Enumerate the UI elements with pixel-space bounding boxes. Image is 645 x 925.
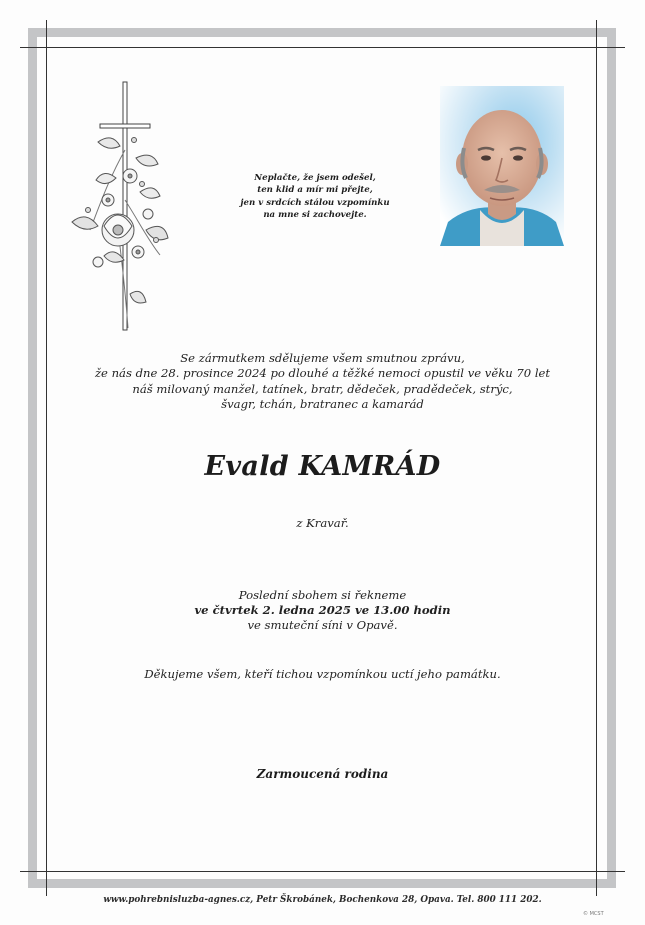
- announcement-line: náš milovaný manžel, tatínek, bratr, dědeček, pradědeček, strýc,: [132, 381, 513, 396]
- deceased-origin: z Kravař.: [296, 516, 349, 530]
- funeral-details: [60, 588, 585, 634]
- thanks-line: Děkujeme všem, kteří tichou vzpomínkou uctí jeho památku.: [144, 667, 501, 681]
- frame-line-left: [46, 20, 47, 896]
- poem-line: na mne si zachovejte.: [263, 210, 367, 221]
- funeral-service-footer: www.pohrebnisluzba-agnes.cz, Petr Škrobánek, Bochenkova 28, Opava. Tel. 800 111 202.: [103, 895, 542, 905]
- frame-line-right: [596, 20, 597, 896]
- poem-line: Neplačte, že jsem odešel,: [254, 173, 376, 183]
- deceased-name: Evald KAMRÁD: [204, 451, 441, 482]
- poem-line: jen v srdcích stálou vzpomínku: [240, 197, 390, 208]
- frame-band-right: [607, 28, 616, 888]
- memorial-poem: [215, 172, 415, 222]
- announcement-line: Se zármutkem sdělujeme všem smutnou zprávu,: [180, 351, 465, 365]
- cross-with-flowers-icon: [68, 80, 172, 336]
- frame-band-left: [28, 28, 37, 888]
- frame-band-top: [28, 28, 616, 37]
- copyright-mark: © MCST: [583, 911, 604, 917]
- family-signature: Zarmoucená rodina: [256, 767, 389, 781]
- frame-band-bottom: [28, 879, 616, 888]
- portrait-photo: [440, 86, 564, 246]
- frame-line-bottom: [20, 871, 625, 872]
- poem-line: ten klid a mír mi přejte,: [257, 185, 373, 196]
- announcement-line: že nás dne 28. prosince 2024 po dlouhé a těžké nemoci opustil ve věku 70 let: [94, 366, 551, 381]
- death-announcement: [60, 351, 585, 413]
- funeral-place: ve smuteční síni v Opavě.: [247, 618, 398, 633]
- announcement-line: švagr, tchán, bratranec a kamarád: [221, 397, 424, 412]
- frame-line-top: [20, 47, 625, 48]
- funeral-date-time: ve čtvrtek 2. ledna 2025 ve 13.00 hodin: [194, 603, 451, 618]
- funeral-intro: Poslední sbohem si řekneme: [238, 588, 407, 602]
